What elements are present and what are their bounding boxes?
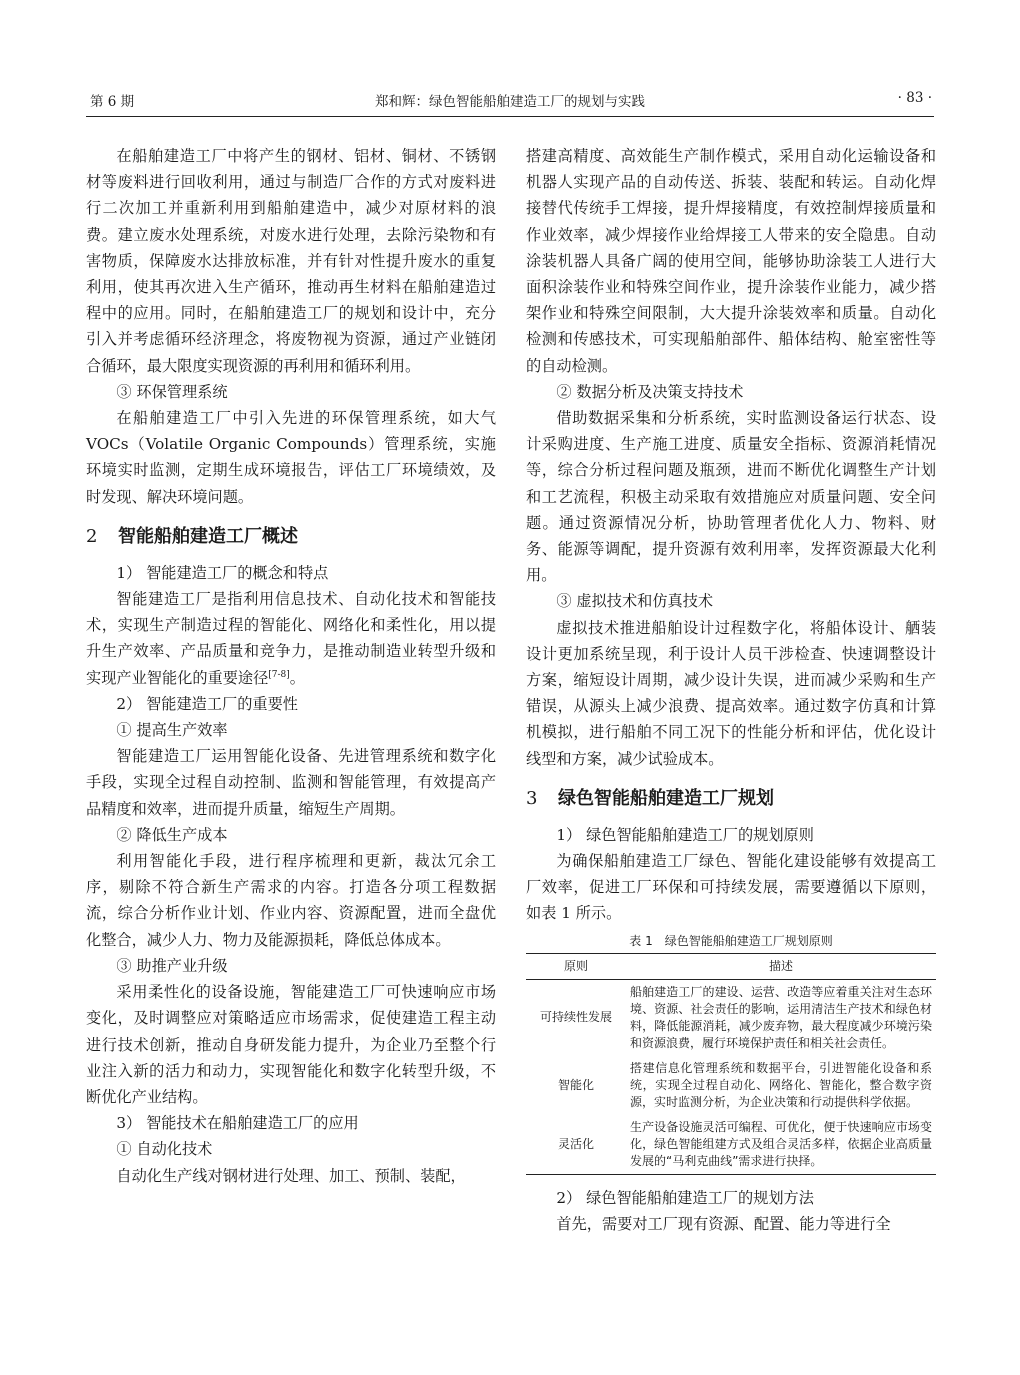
table-header-row (526, 953, 936, 979)
paragraph-virtual: 虚拟技术推进船舶设计过程数字化，将船体设计、舾装设计更加系统呈现，利于设计人员干涉检查、快速调整设计方案，缩短设计周期，减少设计失误，进而减少采购和生产错误，从源头上减少浪费、提高效率。通过数字仿真和计算机模拟，进行船舶不同工况下的性能分析和评估，优化设计线型和方案，减少试验成本。 (526, 618, 936, 768)
table-header-description: 描述 (768, 958, 793, 973)
section-2-heading (86, 524, 496, 550)
period: 。 (289, 668, 305, 687)
paragraph-recycling: 在船舶建造工厂中将产生的钢材、铝材、铜材、不锈钢材等废料进行回收利用，通过与制造厂合作的方式对废料进行二次加工并重新利用到船舶建造中，减少对原材料的浪费。建立废水处理系统，对废水进行处理，去除污染物和有害物质，保障废水达排放标准，并有针对性提升废水的重复利用，使其再次进入生产循环，推动再生材料在船舶建造过程中的应用。同时，在船舶建造工厂的规划和设计中，充分引入并考虑循环经济理念，将废物视为资源，通过产业链闭合循环，最大限度实现资源的再利用和循环利用。 (86, 147, 496, 375)
running-title: 郑和辉：绿色智能船舶建造工厂的规划与实践 (375, 94, 645, 110)
subheading-efficiency: ① 提高生产效率 (116, 721, 228, 740)
subheading-cost: ② 降低生产成本 (116, 825, 228, 844)
paragraph-env-mgmt: 在船舶建造工厂中引入先进的环保管理系统，如大气 VOCs（Volatile Organic Compounds）管理系统，实施环境实时监测，定期生成环境报告，评估工厂环境绩效，及时发现、解决环境问题。 (86, 409, 496, 506)
paragraph-data-analysis: 借助数据采集和分析系统，实时监测设备运行状态、设计采购进度、生产施工进度、质量安全指标、资源消耗情况等，综合分析过程问题及瓶颈，进而不断优化调整生产计划和工艺流程，积极主动采取有效措施应对质量问题、安全问题。通过资源情况分析，协助管理者优化人力、物料、财务、能源等调配，提升资源有效利用率，发挥资源最大化利用。 (526, 409, 936, 585)
citation: [7-8] (268, 669, 290, 680)
table-caption: 表 1 绿色智能船舶建造工厂规划原则 (629, 933, 833, 948)
paragraph-upgrade: 采用柔性化的设备设施，智能建造工厂可快速响应市场变化，及时调整应对策略适应市场需求，促使建造工程主动进行技术创新，推动自身研发能力提升，为企业乃至整个行业注入新的活力和动力，实现智能化和数字化转型升级，不断优化产业结构。 (86, 983, 496, 1106)
left-column (86, 143, 496, 1189)
section-title: 绿色智能船舶建造工厂规划 (558, 787, 774, 809)
table-row (526, 1056, 936, 1115)
paragraph-cost: 利用智能化手段，进行程序梳理和更新，裁汰冗余工序，剔除不符合新生产需求的内容。打造各分项工程数据流，综合分析作业计划、作业内容、资源配置，进而全盘优化整合，减少人力、物力及能源损耗，降低总体成本。 (86, 852, 496, 949)
page-number: · 83 · (897, 90, 932, 106)
subheading-data-analysis: ② 数据分析及决策支持技术 (556, 382, 744, 401)
subheading-automation: ① 自动化技术 (116, 1140, 213, 1159)
table-row (526, 1115, 936, 1175)
table-cell-description: 搭建信息化管理系统和数据平台，引进智能化设备和系统，实现全过程自动化、网络化、智能化，整合数字资源，实时监测分析，为企业决策和行动提供科学依据。 (630, 1060, 932, 1109)
subsection-3-1: 1） 绿色智能船舶建造工厂的规划原则 (556, 825, 814, 844)
paragraph-automation-start: 自动化生产线对钢材进行处理、加工、预制、装配， (116, 1166, 466, 1185)
concept-text: 智能建造工厂是指利用信息技术、自动化技术和智能技术，实现生产制造过程的智能化、网络化和柔性化，用以提升生产效率、产品质量和竞争力，是推动制造业转型升级和实现产业智能化的重要途径 (86, 590, 496, 687)
table-cell-description: 生产设备设施灵活可编程、可优化，便于快速响应市场变化，绿色智能组建方式及组合灵活多样，依据企业高质量发展的“马利克曲线”需求进行抉择。 (630, 1119, 932, 1168)
table-row (526, 979, 936, 1056)
paragraph-method: 首先，需要对工厂现有资源、配置、能力等进行全 (556, 1214, 891, 1233)
right-column (526, 143, 936, 1237)
paragraph-efficiency: 智能建造工厂运用智能化设备、先进管理系统和数字化手段，实现全过程自动控制、监测和智能管理，有效提高产品精度和效率，进而提升质量，缩短生产周期。 (86, 747, 496, 818)
subsection-3-2: 2） 绿色智能船舶建造工厂的规划方法 (556, 1188, 814, 1207)
issue-label: 第 6 期 (90, 94, 135, 110)
principles-table (526, 953, 936, 1175)
section-3-heading (526, 786, 936, 812)
table-header-principle: 原则 (563, 958, 588, 973)
section-title: 智能船舶建造工厂概述 (118, 525, 298, 547)
subheading-upgrade: ③ 助推产业升级 (116, 956, 228, 975)
table-cell-principle: 灵活化 (557, 1136, 594, 1151)
subsection-2-2: 2） 智能建造工厂的重要性 (116, 694, 298, 713)
paragraph-principles: 为确保船舶建造工厂绿色、智能化建设能够有效提高工厂效率，促进工厂环保和可持续发展，需要遵循以下原则，如表 1 所示。 (526, 852, 936, 923)
table-cell-principle: 可持续性发展 (539, 1010, 612, 1025)
section-number: 3 (526, 787, 538, 809)
subheading-virtual: ③ 虚拟技术和仿真技术 (556, 592, 714, 611)
subsection-2-3: 3） 智能技术在船舶建造工厂的应用 (116, 1114, 359, 1133)
subheading-env-mgmt: ③ 环保管理系统 (116, 382, 228, 401)
table-cell-principle: 智能化 (557, 1077, 594, 1092)
page-header (86, 88, 934, 114)
table-cell-description: 船舶建造工厂的建设、运营、改造等应着重关注对生态环境、资源、社会责任的影响，运用清洁生产技术和绿色材料，降低能源消耗，减少废弃物，最大程度减少环境污染和资源浪费，履行环境保护责任和相关社会责任。 (630, 984, 932, 1050)
header-rule (86, 116, 934, 117)
paragraph-concept (86, 586, 496, 691)
subsection-2-1: 1） 智能建造工厂的概念和特点 (116, 563, 329, 582)
paragraph-automation-cont: 搭建高精度、高效能生产制作模式，采用自动化运输设备和机器人实现产品的自动传送、拆装、装配和转运。自动化焊接替代传统手工焊接，提升焊接精度，有效控制焊接质量和作业效率，减少焊接作业给焊接工人带来的安全隐患。自动涂装机器人具备广阔的使用空间，能够协助涂装工人进行大面积涂装作业和特殊空间作业，提升涂装作业能力，减少搭架作业和特殊空间限制，大大提升涂装效率和质量。自动化检测和传感技术，可实现船舶部件、船体结构、舱室密性等的自动检测。 (526, 147, 936, 375)
section-number: 2 (86, 525, 98, 547)
